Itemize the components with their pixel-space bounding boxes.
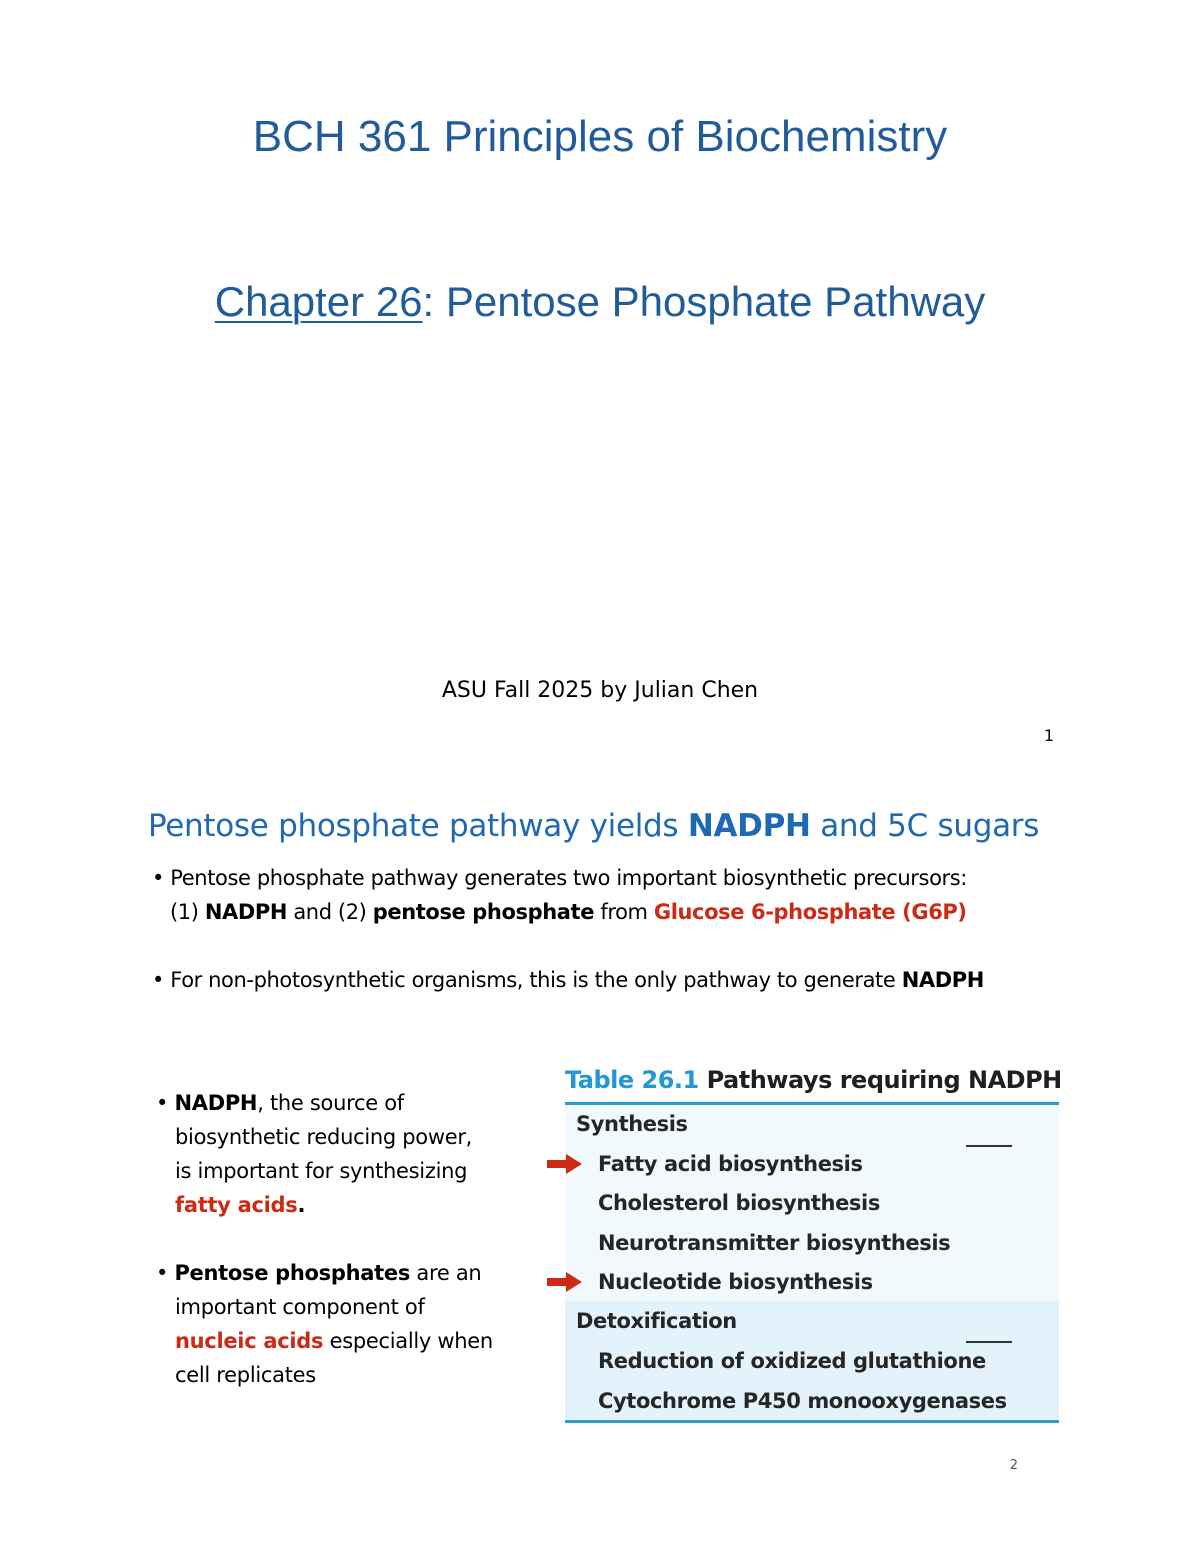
side2-red: nucleic acids	[175, 1329, 324, 1353]
nadph-pathways-table	[565, 1066, 1062, 1424]
bullet-1-nadph: NADPH	[204, 900, 288, 924]
table-row: Nucleotide biosynthesis	[598, 1270, 873, 1294]
side1-bullet: •	[156, 1091, 175, 1115]
chapter-title	[0, 278, 1200, 326]
table-section-synthesis: Synthesis	[576, 1112, 688, 1136]
side2-l3: especially when	[323, 1329, 493, 1353]
side-bullet-pentose	[156, 1256, 536, 1392]
side1-bold: NADPH	[174, 1091, 258, 1115]
side1-line1	[156, 1086, 536, 1120]
table-title	[565, 1066, 1062, 1094]
side1-line3: is important for synthesizing	[175, 1159, 468, 1183]
bullet-1-g6p: Glucose 6-phosphate (G6P)	[653, 900, 967, 924]
side2-line2: important component of	[175, 1295, 425, 1319]
side2-l1: are an	[410, 1261, 482, 1285]
side1-line2: biosynthetic reducing power,	[175, 1125, 473, 1149]
side2-line1	[156, 1256, 536, 1290]
table-bottom-rule	[565, 1420, 1059, 1423]
table-number: Table 26.1	[565, 1066, 699, 1094]
table-row: Neurotransmitter biosynthesis	[598, 1231, 951, 1255]
heading-part2: and 5C sugars	[810, 808, 1040, 844]
bullet-1-e: from	[594, 900, 654, 924]
bullet-1-line-1: • Pentose phosphate pathway generates two important biosynthetic precursors:	[152, 866, 967, 890]
table-caption: Pathways requiring NADPH	[698, 1066, 1062, 1094]
bullet-1-line-2	[170, 900, 967, 924]
bullet-2	[152, 968, 984, 992]
table-top-rule	[565, 1102, 1059, 1105]
bullet-2-bold: NADPH	[901, 968, 984, 992]
bullet-1-a: (1)	[170, 900, 205, 924]
side2-line4: cell replicates	[175, 1363, 316, 1387]
table-blank-line	[966, 1341, 1012, 1343]
side1-red: fatty acids	[175, 1193, 298, 1217]
table-section-detox: Detoxification	[576, 1309, 737, 1333]
heading-part1: Pentose phosphate pathway yields	[148, 808, 688, 844]
byline: ASU Fall 2025 by Julian Chen	[441, 678, 759, 703]
bullet-1-c: and (2)	[287, 900, 373, 924]
side1-l1: , the source of	[257, 1091, 404, 1115]
chapter-separator: :	[422, 278, 435, 325]
side2-bold: Pentose phosphates	[174, 1261, 411, 1285]
chapter-name: Pentose Phosphate Pathway	[434, 278, 986, 325]
heading-bold: NADPH	[687, 808, 811, 844]
bullet-1-pentose: pentose phosphate	[372, 900, 595, 924]
course-title: BCH 361 Principles of Biochemistry	[252, 112, 948, 161]
table-row: Fatty acid biosynthesis	[598, 1152, 863, 1176]
side1-line4	[156, 1188, 536, 1222]
chapter-label: Chapter 26	[214, 278, 423, 325]
side-bullet-nadph	[156, 1086, 536, 1222]
page-number-1: 1	[1043, 726, 1054, 745]
page-number-2: 2	[1009, 1458, 1018, 1473]
arrow-right-icon	[546, 1152, 584, 1176]
bullet-2-text: • For non-photosynthetic organisms, this is the only pathway to generate	[152, 968, 902, 992]
side2-line3	[156, 1324, 536, 1358]
slide-heading	[148, 808, 1039, 844]
table-row: Cytochrome P450 monooxygenases	[598, 1389, 1007, 1413]
arrow-right-icon	[546, 1270, 584, 1294]
table-blank-line	[966, 1145, 1012, 1147]
side2-bullet: •	[156, 1261, 175, 1285]
table-row: Cholesterol biosynthesis	[598, 1191, 880, 1215]
side1-end: .	[297, 1193, 306, 1217]
table-row: Reduction of oxidized glutathione	[598, 1349, 986, 1373]
